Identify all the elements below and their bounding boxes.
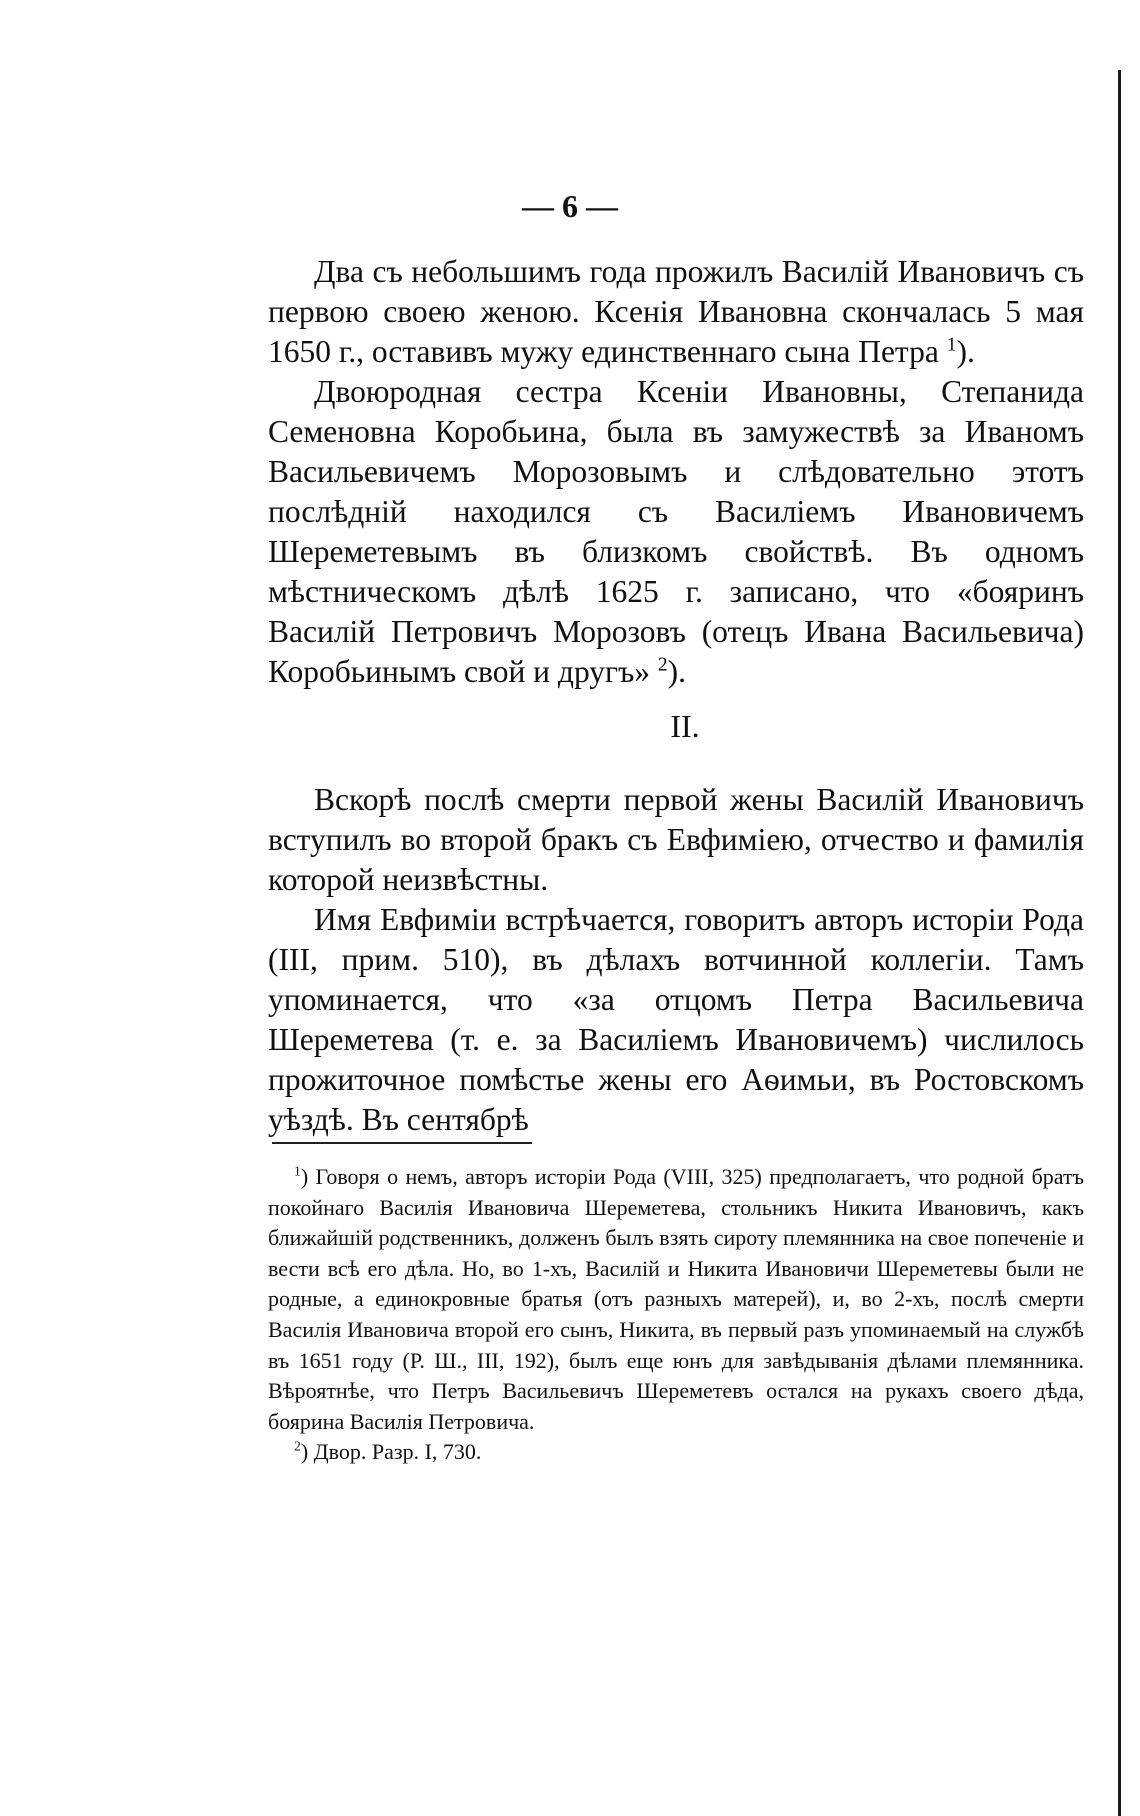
paragraph: Двоюродная сестра Ксеніи Ивановны, Степанида Семеновна Коробьина, была въ замужествѣ за Иваномъ Васильевичемъ Морозовымъ и слѣдовательно этотъ послѣдній находился съ Василіемъ Ивановичемъ Шереметевымъ въ близкомъ свойствѣ. Въ одномъ мѣстническомъ дѣлѣ 1625 г. записано, что «бояринъ Василій Петровичъ Морозовъ (отецъ Ивана Васильевича) Коробьинымъ свой и другъ» $^2$).: [268, 374, 1084, 689]
footnote-ref-2[interactable]: 2: [657, 654, 668, 676]
page-number: — 6 —: [522, 188, 618, 224]
section-heading: II.: [670, 708, 700, 744]
paragraph: Два съ небольшимъ года прожилъ Василій Ивановичъ съ первою своею женою. Ксенія Ивановна скончалась 5 мая 1650 г., оставивъ мужу единственнаго сына Петра $^1$).: [268, 254, 1084, 369]
footnote-divider: [272, 1142, 532, 1144]
paragraph: Вскорѣ послѣ смерти первой жены Василій Ивановичъ вступилъ во второй бракъ съ Евфиміею, отчество и фамилія которой неизвѣстны.: [268, 782, 1084, 897]
section-1-text: [268, 252, 1084, 692]
footnotes: [268, 1162, 1084, 1468]
footnote-2: $^2$) Двор. Разр. I, 730.: [294, 1439, 482, 1465]
section-2-text: [268, 780, 1084, 1140]
footnote-1: $^1$) Говоря о немъ, авторъ исторіи Рода (VIII, 325) предполагаетъ, что родной братъ покойнаго Василія Ивановича Шереметева, стольникъ Никита Ивановичъ, какъ ближайшій родственникъ, долженъ былъ взять сироту племянника на свое попеченіе и вести всѣ его дѣла. Но, во 1-хъ, Василій и Никита Ивановичи Шереметевы были не родные, а единокровные братья (отъ разныхъ матерей), и, во 2-хъ, послѣ смерти Василія Ивановича второй его сынъ, Никита, въ первый разъ упоминаемый на службѣ въ 1651 году (Р. Ш., III, 192), былъ еще юнъ для завѣдыванія дѣлами племянника. Вѣроятнѣе, что Петръ Васильевичъ Шереметевъ остался на рукахъ своего дѣда, боярина Василія Петровича.: [268, 1163, 1084, 1434]
page-edge-line: [1118, 70, 1121, 1816]
footnote-ref-1[interactable]: 1: [946, 334, 957, 356]
paragraph: Имя Евфиміи встрѣчается, говоритъ авторъ исторіи Рода (III, прим. 510), въ дѣлахъ вотчинной коллегіи. Тамъ упоминается, что «за отцомъ Петра Васильевича Шереметева (т. е. за Василіемъ Ивановичемъ) числилось прожиточное помѣстье жены его Аѳимьи, въ Ростовскомъ уѣздѣ. Въ сентябрѣ: [268, 902, 1084, 1137]
